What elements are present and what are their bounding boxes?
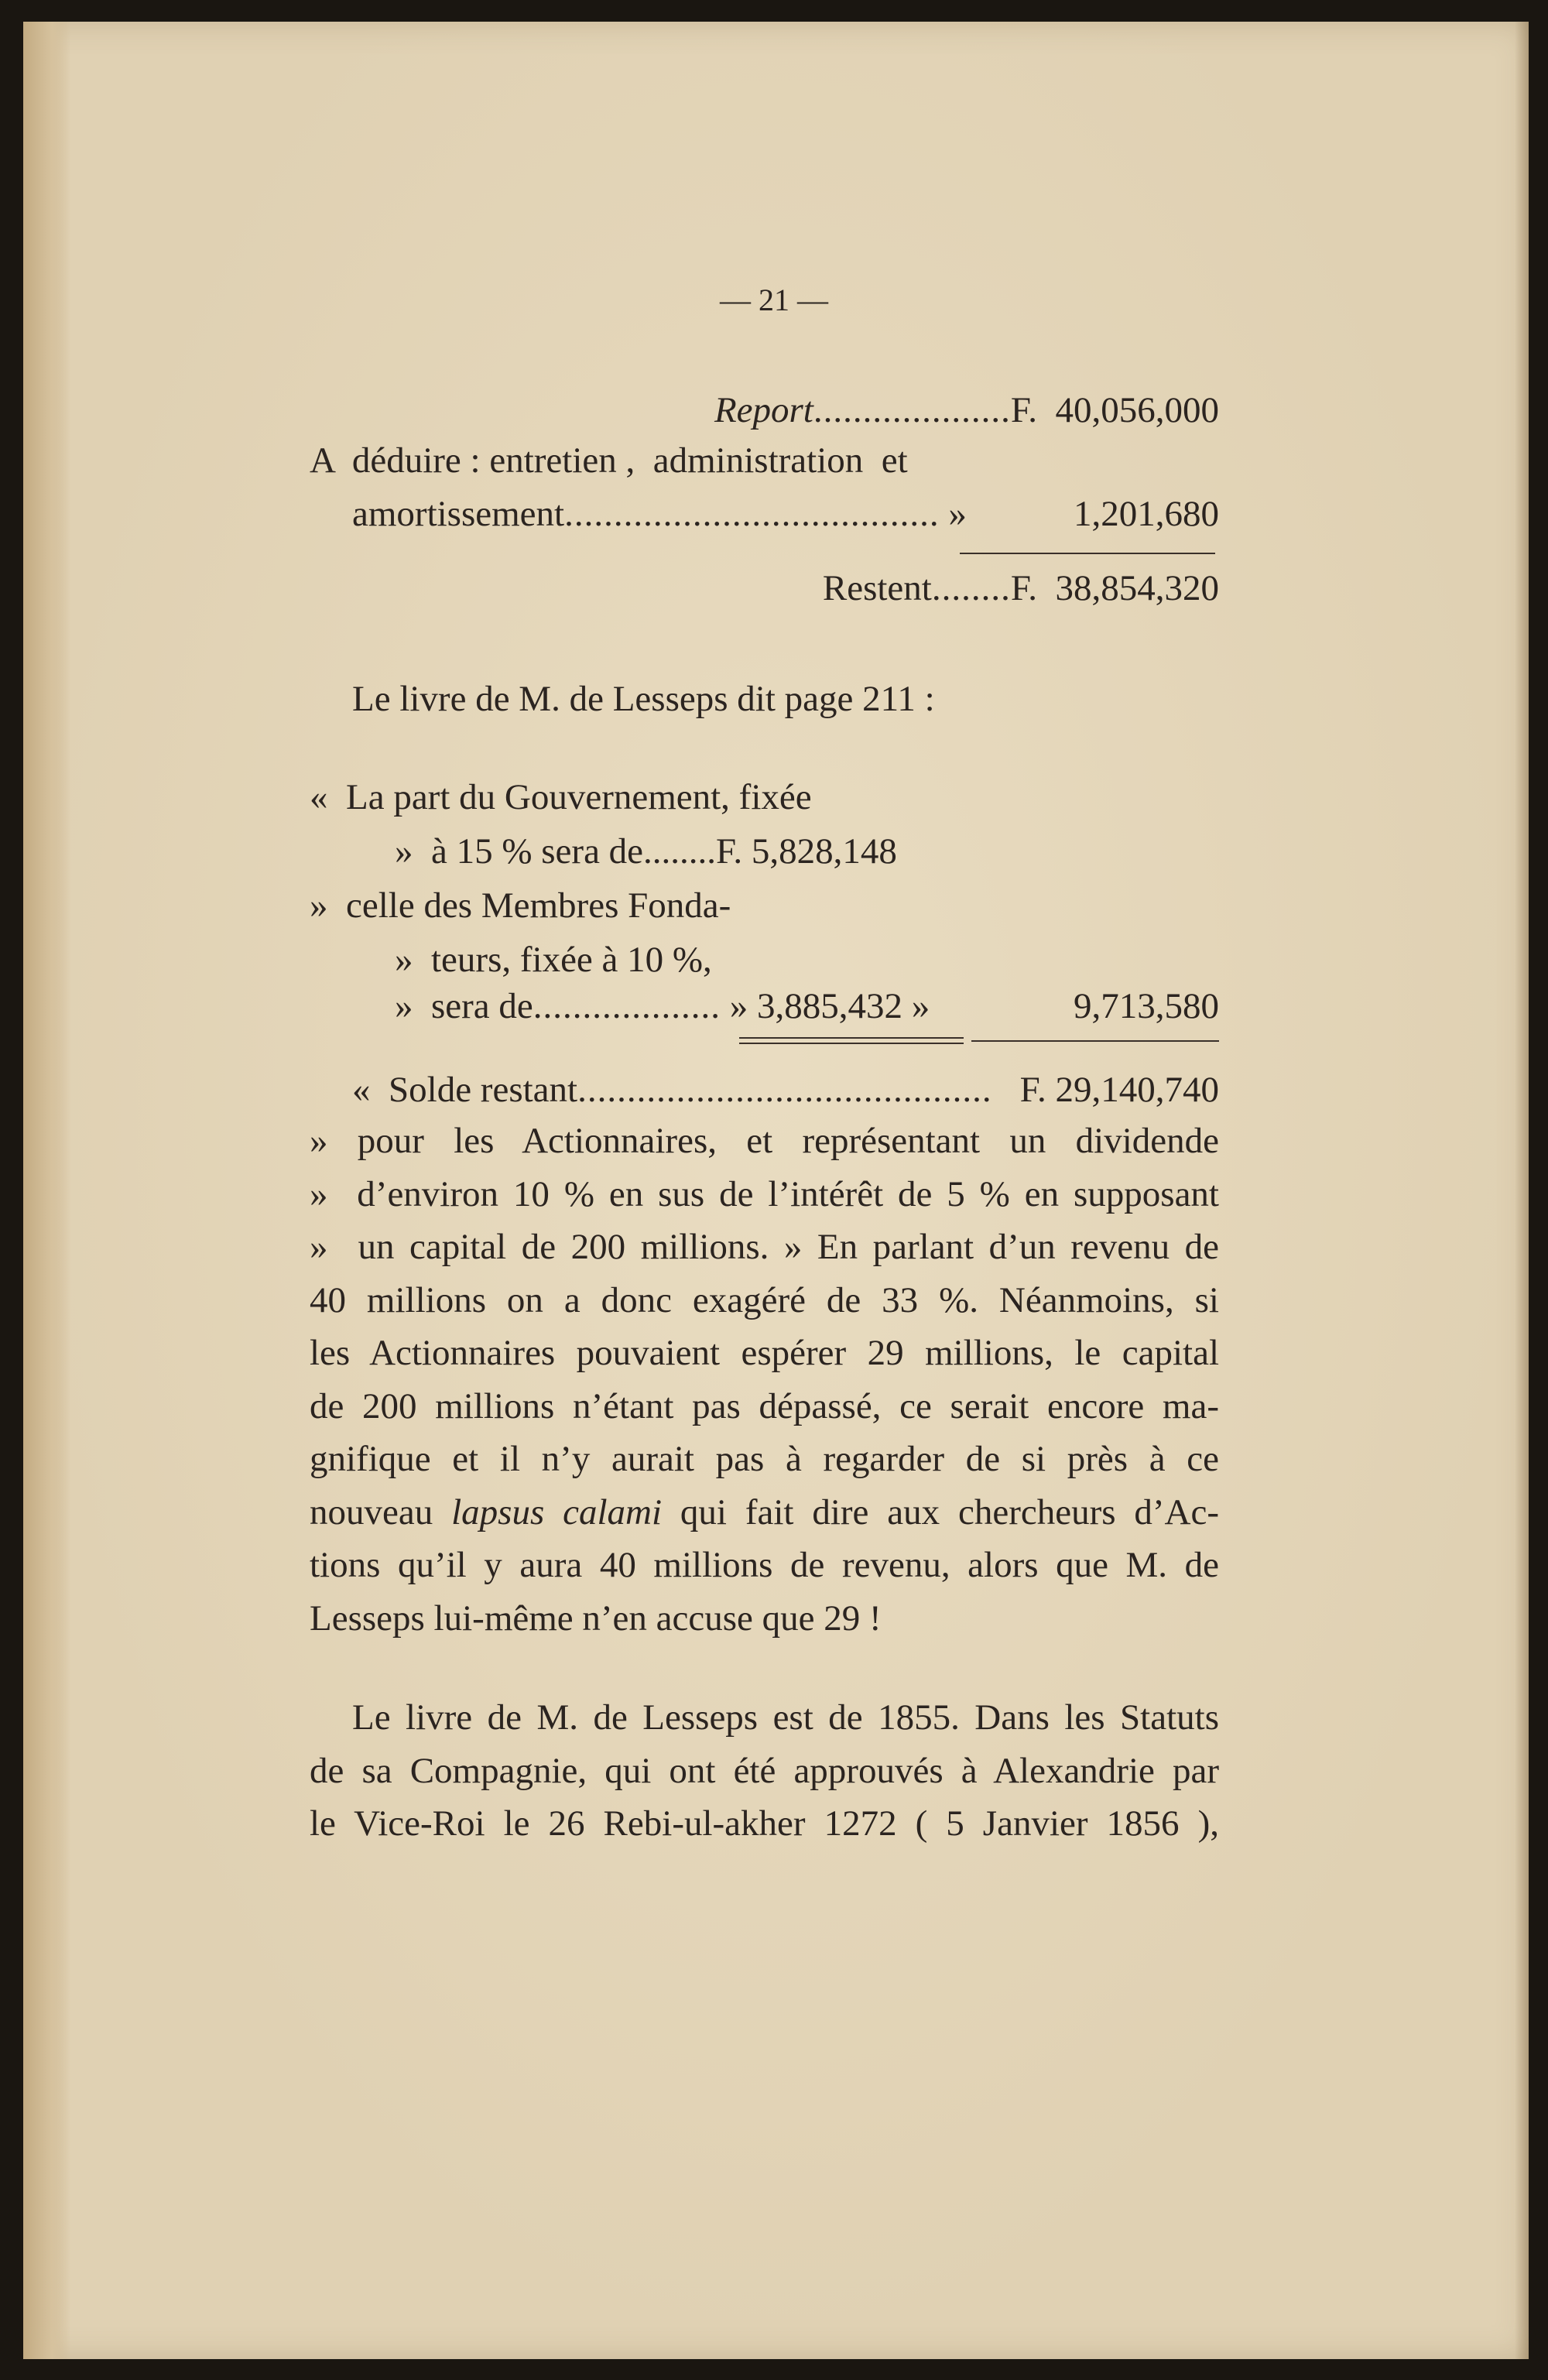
quote-double-rule-top bbox=[739, 1037, 964, 1039]
paragraph-1-line: gnifique et il n’y aurait pas à regarder de si près à ce bbox=[310, 1439, 1219, 1479]
paragraph-1-line: tions qu’il y aura 40 millions de revenu, alors que M. de bbox=[310, 1545, 1219, 1585]
deduct-symbol: » bbox=[948, 494, 967, 534]
lapsus-after: qui fait dire aux chercheurs d’Ac- bbox=[662, 1491, 1219, 1532]
solde-line bbox=[352, 1067, 1219, 1113]
report-currency: F. bbox=[1010, 390, 1037, 430]
solde-label: « Solde restant bbox=[352, 1070, 578, 1110]
solde-amount: F. 29,140,740 bbox=[1019, 1070, 1219, 1110]
paragraph-1-line: » d’environ 10 % en sus de l’intérêt de 5 % en supposant bbox=[310, 1173, 1219, 1214]
paragraph-1-line: de 200 millions n’étant pas dépassé, ce serait encore ma- bbox=[310, 1385, 1219, 1426]
lapsus-italic: lapsus calami bbox=[451, 1491, 663, 1532]
lapsus-line bbox=[310, 1486, 1219, 1539]
quote-line-3: » celle des Membres Fonda- bbox=[310, 885, 731, 926]
report-dots: .................... bbox=[813, 390, 1011, 430]
paragraph-2-line: le Vice-Roi le 26 Rebi-ul-akher 1272 ( 5 Janvier 1856 ), bbox=[310, 1803, 1219, 1844]
paragraph-1-line: » un capital de 200 millions. » En parlant d’un revenu de bbox=[310, 1227, 1219, 1267]
page-edge bbox=[1515, 22, 1529, 2359]
quote-line-5-total: 9,713,580 bbox=[1074, 986, 1219, 1026]
paragraph-1-line: » pour les Actionnaires, et représentant un dividende bbox=[310, 1121, 1219, 1161]
quote-line-4: » teurs, fixée à 10 %, bbox=[395, 940, 712, 980]
restent-dots: ........ bbox=[931, 568, 1011, 608]
paragraph-1-line: les Actionnaires pouvaient espérer 29 millions, le capital bbox=[310, 1333, 1219, 1373]
report-amount: 40,056,000 bbox=[1055, 390, 1219, 430]
page-number: — 21 — bbox=[720, 283, 828, 317]
intro-line: Le livre de M. de Lesseps dit page 211 : bbox=[352, 679, 935, 719]
deduct-amount: 1,201,680 bbox=[1074, 494, 1219, 534]
page-spine bbox=[23, 22, 71, 2359]
restent-line bbox=[619, 565, 1219, 611]
restent-currency: F. bbox=[1010, 568, 1037, 608]
deduct-dots: ...................................... bbox=[564, 494, 940, 534]
paragraph-1-line: Lesseps lui-même n’en accuse que 29 ! bbox=[310, 1598, 882, 1639]
quote-line-5-dots: ................... bbox=[533, 986, 721, 1026]
paragraph-1-line: 40 millions on a donc exagéré de 33 %. Néanmoins, si bbox=[310, 1279, 1219, 1320]
quote-line-5-amount: » 3,885,432 » bbox=[729, 986, 930, 1026]
paragraph-2-line: Le livre de M. de Lesseps est de 1855. Dans les Statuts bbox=[352, 1697, 1219, 1738]
paragraph-2-line: de sa Compagnie, qui ont été approuvés à Alexandrie par bbox=[310, 1750, 1219, 1791]
paragraph-2 bbox=[310, 1691, 1219, 1851]
quote-double-rule-bottom bbox=[739, 1043, 964, 1044]
deduct-line-1: A déduire : entretien , administration et bbox=[310, 440, 908, 481]
quote-line-5 bbox=[395, 983, 1219, 1029]
paragraph-1 bbox=[310, 1115, 1219, 1645]
quote-line-5-label: » sera de bbox=[395, 986, 533, 1026]
solde-dots: .......................................... bbox=[577, 1070, 992, 1110]
restent-label: Restent bbox=[822, 568, 932, 608]
report-line bbox=[464, 387, 1219, 433]
deduct-line-2 bbox=[352, 491, 1219, 537]
lapsus-before: nouveau bbox=[310, 1491, 452, 1532]
restent-amount: 38,854,320 bbox=[1055, 568, 1219, 608]
sum-rule bbox=[960, 553, 1215, 554]
quote-line-1: « La part du Gouvernement, fixée bbox=[310, 777, 812, 817]
quote-total-rule bbox=[971, 1040, 1219, 1042]
quote-line-2: » à 15 % sera de........F. 5,828,148 bbox=[395, 831, 897, 872]
deduct-label: amortissement bbox=[352, 494, 565, 534]
report-label: Report bbox=[714, 390, 813, 430]
